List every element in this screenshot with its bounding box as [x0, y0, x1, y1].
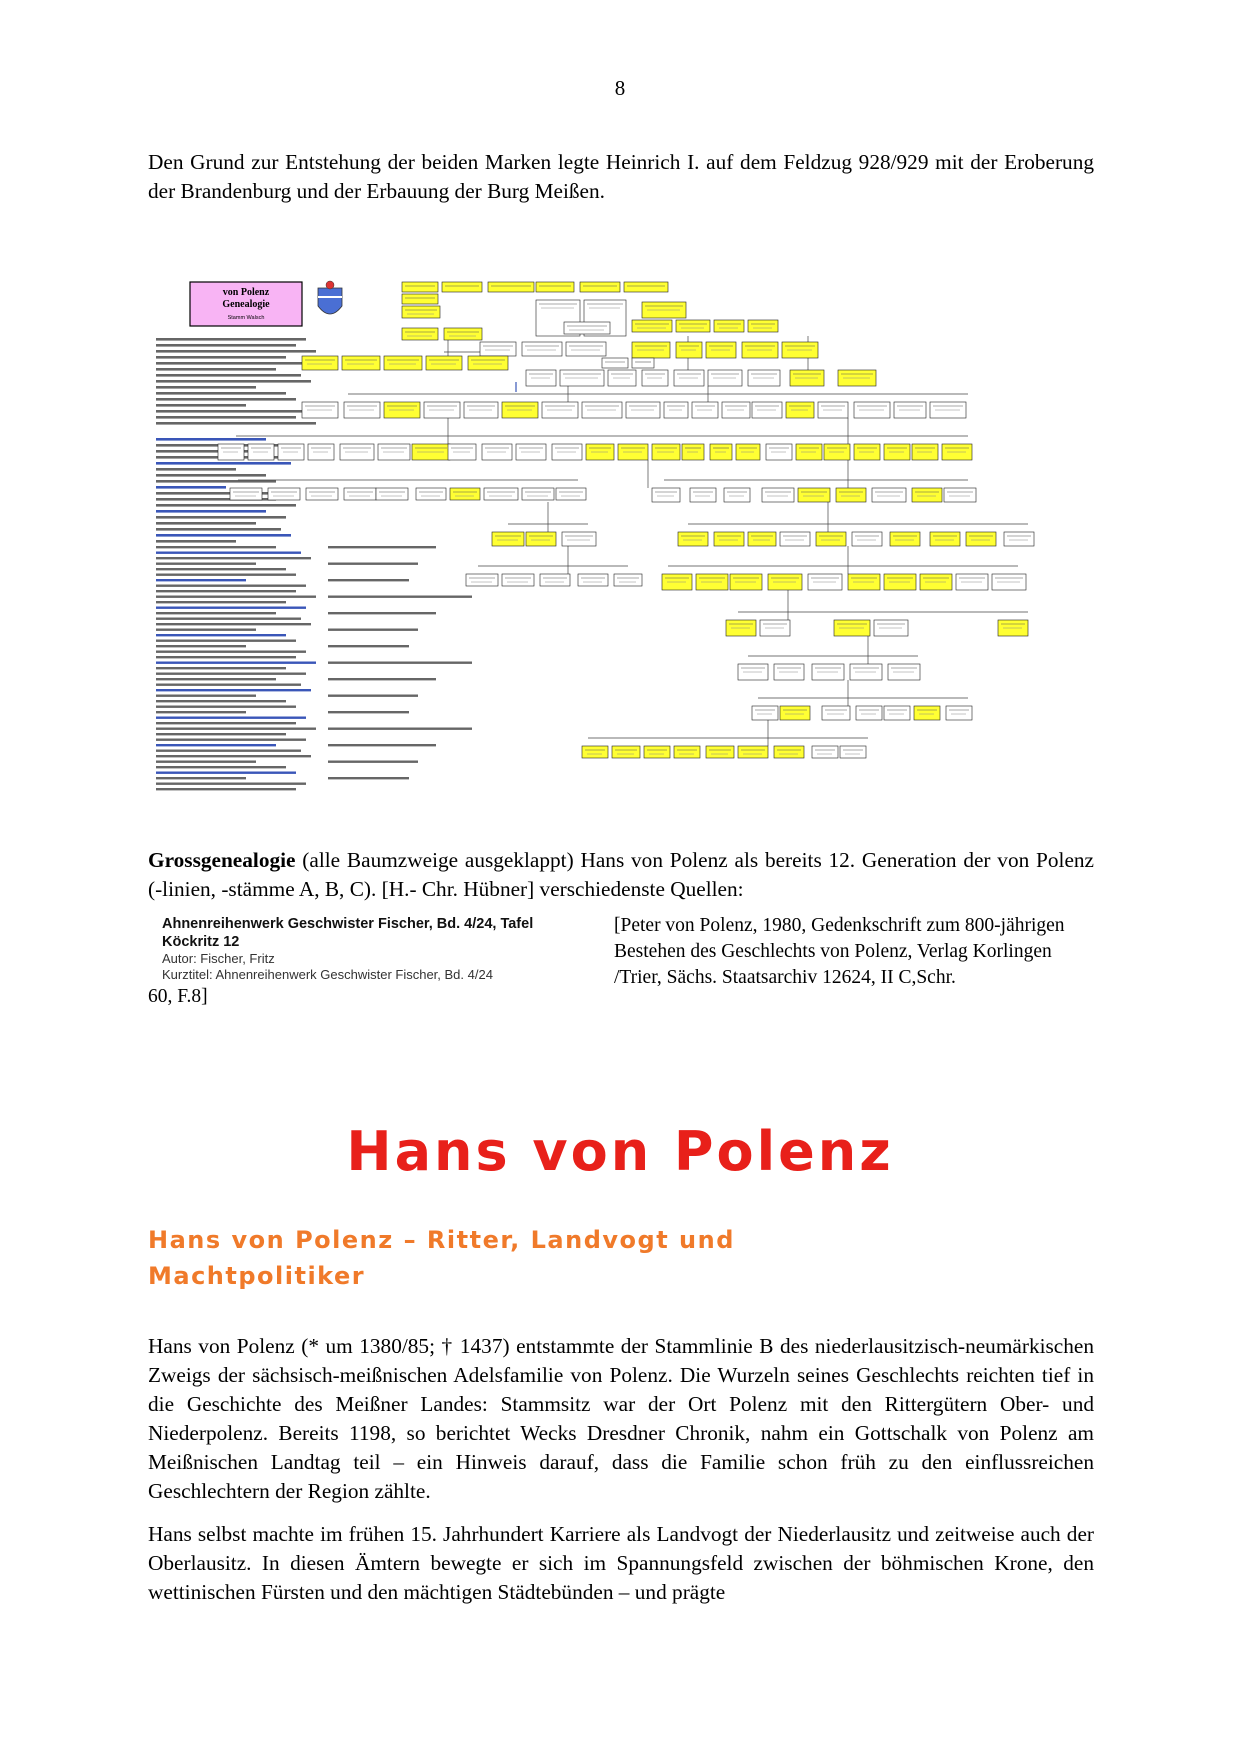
genealogy-tree-figure — [148, 276, 1094, 794]
tree-title-line2: Genealogie — [222, 299, 270, 310]
tree-title-small: Stamm Walsch — [227, 315, 265, 321]
body-paragraph-2: Hans selbst machte im frühen 15. Jahrhundert Karriere als Landvogt der Niederlausitz und zeitweise auch der Oberlausitz. In diesen Ämtern bewegte er sich im Spannungsfeld zwischen der böhmischen Krone, den wettinischen Fürsten und den mächtigen Städtebünden – und prägte — [148, 1522, 1094, 1604]
caption-bold: Grossgenealogie — [148, 848, 296, 872]
caption-text: (alle Baumzweige ausgeklappt) Hans von Polenz als bereits 12. Generation der von Polenz (-linien, -stämme A, B, C). [H.- Chr. Hübner] verschiedenste Quellen: — [148, 848, 1094, 901]
tree-title-line1: von Polenz — [222, 287, 270, 298]
main-title: Hans von Polenz — [346, 1120, 894, 1183]
body-paragraph-1: Hans von Polenz (* um 1380/85; † 1437) entstammte der Stammlinie B des niederlausitzisch-neumärkischen Zweigs der sächsisch-meißnischen Adelsfamilie von Polenz. Die Wurzeln seines Geschlechts reichten tief in die Geschichte des Meißner Landes: Stammsitz war der Ort Polenz mit den Rittergütern Ober- und Niederpolenz. Bereits 1198, so berichtet Wecks Dresdner Chronik, nahm ein Gottschalk von Polenz am Meißnischen Landtag teil – ein Hinweis darauf, dass die Familie schon früh zu den einflussreichen Geschlechtern der Region zählte. — [148, 1334, 1094, 1503]
intro-paragraph: Den Grund zur Entstehung der beiden Marken legte Heinrich I. auf dem Feldzug 928/929 mit der Eroberung der Brandenburg und der Erbauung der Burg Meißen. — [148, 150, 1094, 203]
citation-short: Kurztitel: Ahnenreihenwerk Geschwister Fischer, Bd. 4/24 — [162, 967, 493, 982]
subtitle: Hans von Polenz – Ritter, Landvogt und Machtpolitiker — [148, 1226, 735, 1290]
figure-caption — [148, 846, 1094, 904]
page-number: 8 — [614, 76, 626, 100]
citation-image — [162, 915, 582, 983]
citation-author: Autor: Fischer, Fritz — [162, 951, 275, 966]
right-citation: [Peter von Polenz, 1980, Gedenkschrift zum 800-jährigen Bestehen des Geschlechts von Polenz, Verlag Korlingen /Trier, Sächs. Staatsarchiv 12624, II C,Schr. — [614, 915, 1065, 988]
genealogy-tree — [148, 276, 1094, 794]
citation-title: Ahnenreihenwerk Geschwister Fischer, Bd. 4/24, Tafel Köckritz 12 — [162, 916, 534, 950]
citation-end: 60, F.8] — [148, 986, 208, 1007]
